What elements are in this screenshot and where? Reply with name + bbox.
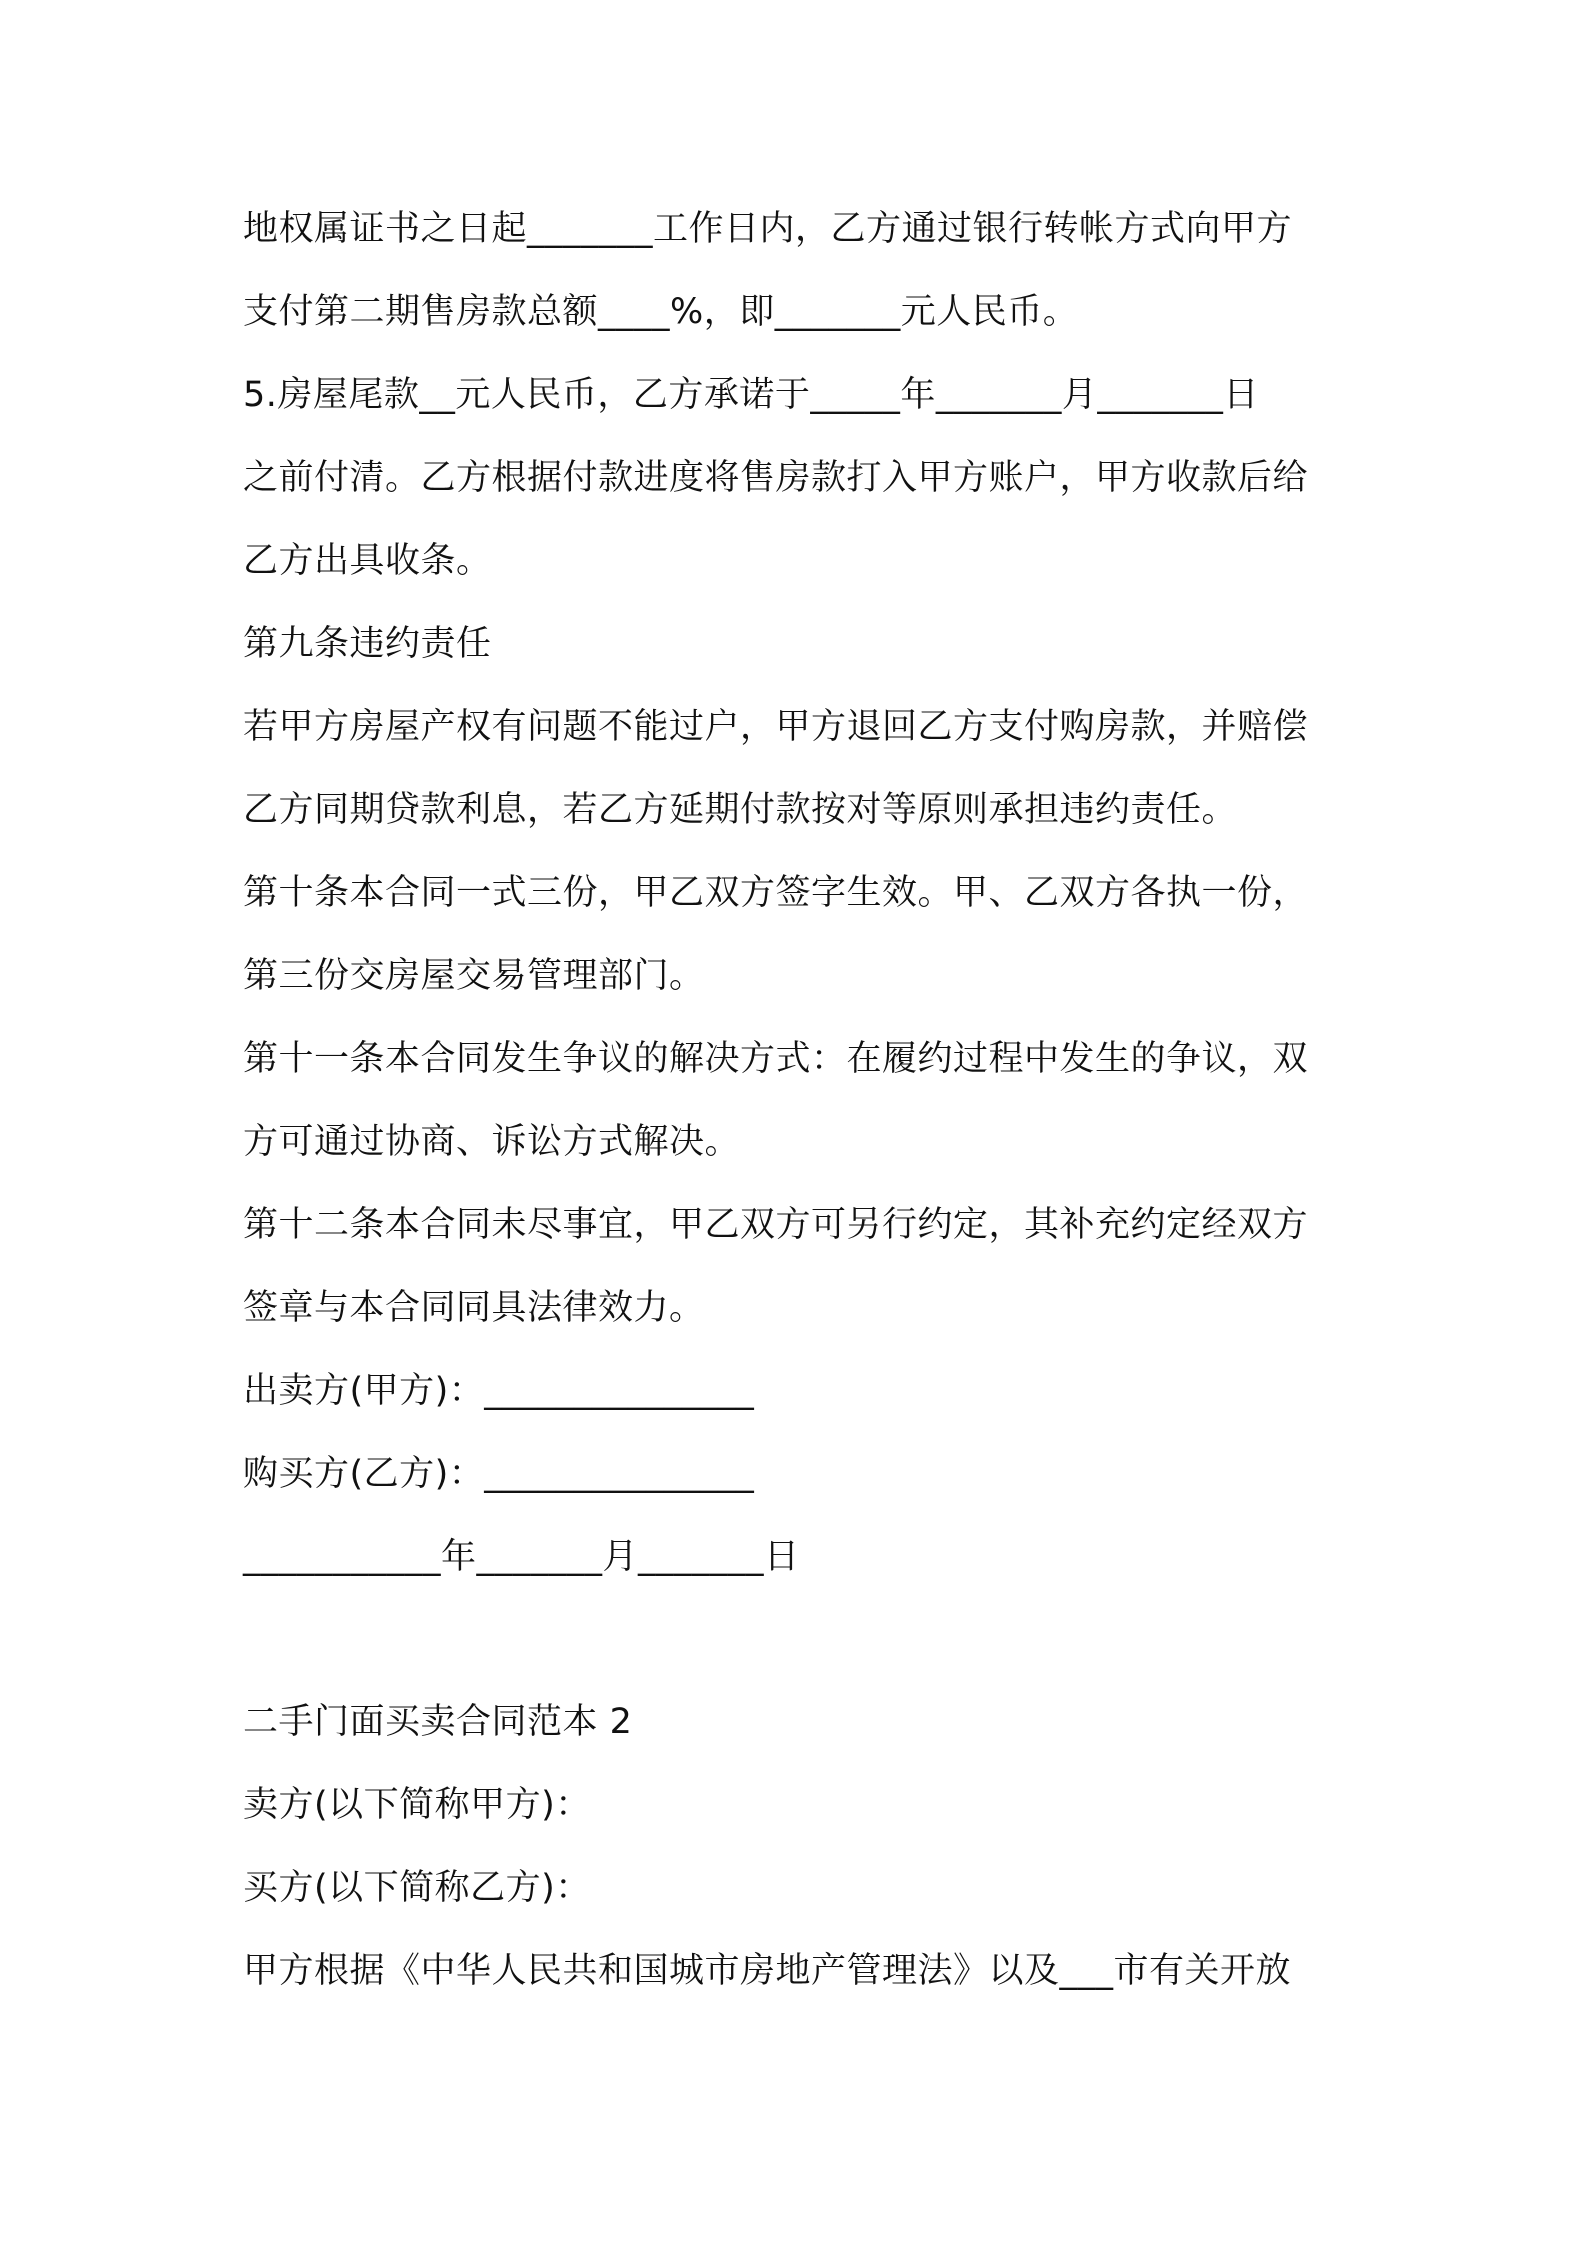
document-title: 二手门面买卖合同范本 2 [243,1702,633,1742]
text-line: 5.房屋尾款__元人民币，乙方承诺于_____年_______月_______日 [243,375,1259,415]
text-line: 地权属证书之日起_______工作日内，乙方通过银行转帐方式向甲方 [243,209,1293,249]
text-line: 甲方根据《中华人民共和国城市房地产管理法》以及___市有关开放 [243,1951,1292,1991]
text-line: 签章与本合同同具法律效力。 [243,1288,705,1328]
seller-signature-line: 出卖方(甲方)：_______________ [243,1371,755,1411]
text-line: 若甲方房屋产权有问题不能过户，甲方退回乙方支付购房款，并赔偿 [243,707,1309,747]
text-line: 乙方出具收条。 [243,541,492,581]
text-line: 第十二条本合同未尽事宜，甲乙双方可另行约定，其补充约定经双方 [243,1205,1309,1245]
section-heading: 第九条违约责任 [243,624,492,664]
text-line: 乙方同期贷款利息，若乙方延期付款按对等原则承担违约责任。 [243,790,1238,830]
buyer-line: 买方(以下简称乙方)： [243,1868,591,1908]
text-line: 方可通过协商、诉讼方式解决。 [243,1122,741,1162]
text-line: 第十一条本合同发生争议的解决方式：在履约过程中发生的争议，双 [243,1039,1309,1079]
text-line: 之前付清。乙方根据付款进度将售房款打入甲方账户，甲方收款后给 [243,458,1309,498]
text-line: 第三份交房屋交易管理部门。 [243,956,705,996]
text-line: 支付第二期售房款总额____%，即_______元人民币。 [243,292,1079,332]
text-line: 第十条本合同一式三份，甲乙双方签字生效。甲、乙双方各执一份， [243,873,1309,913]
buyer-signature-line: 购买方(乙方)：_______________ [243,1454,755,1494]
date-line: ___________年_______月_______日 [243,1537,800,1577]
seller-line: 卖方(以下简称甲方)： [243,1785,591,1825]
